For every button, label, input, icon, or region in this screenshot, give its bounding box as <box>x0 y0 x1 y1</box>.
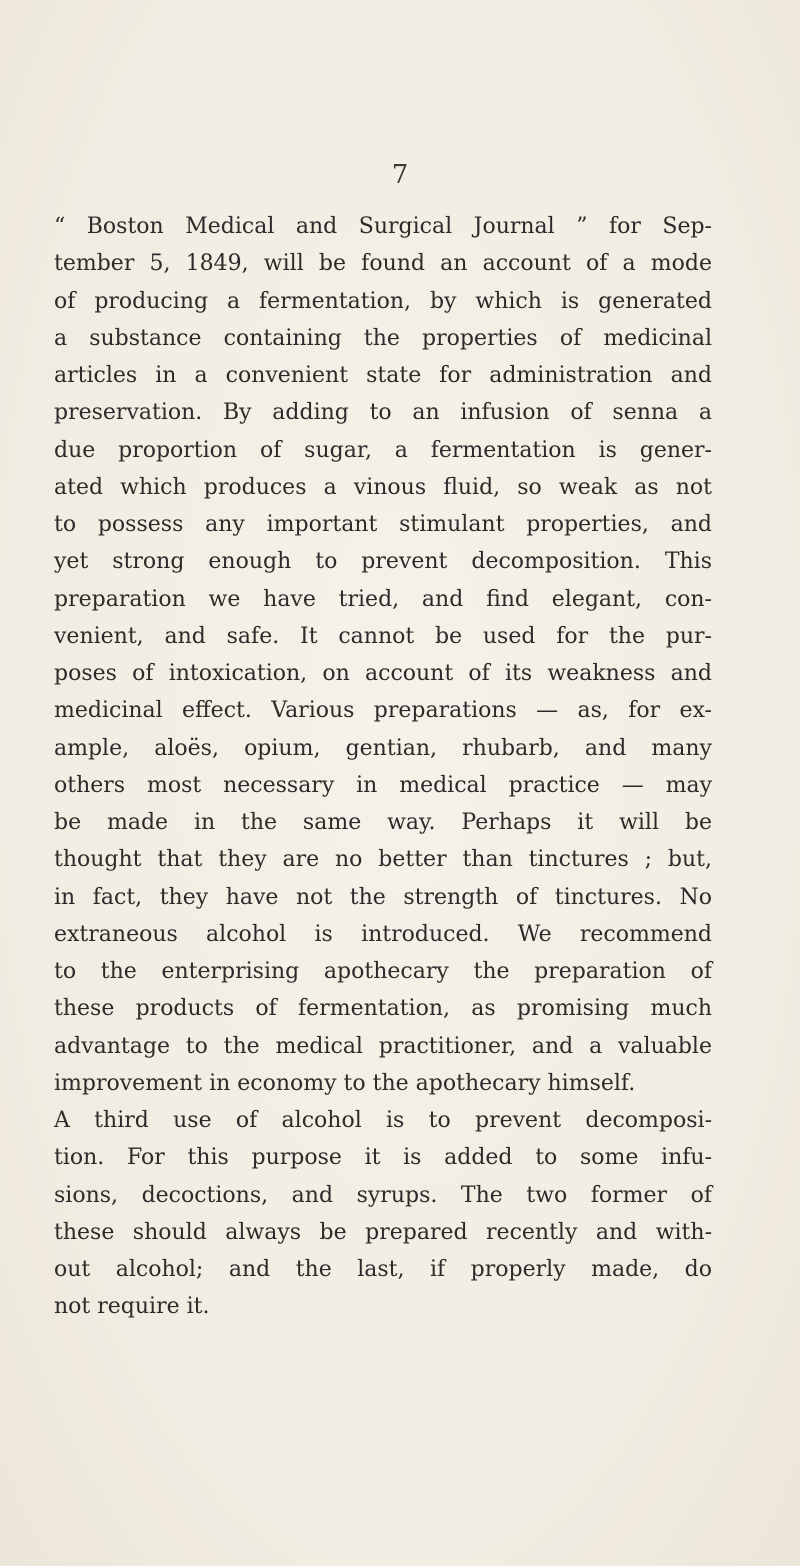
text-line: A third use of alcohol is to prevent decomposi- <box>54 1108 712 1133</box>
text-line: sions, decoctions, and syrups. The two former of <box>54 1182 712 1208</box>
text-line: in fact, they have not the strength of tinctures. No <box>54 884 712 910</box>
text-line: a substance containing the properties of medicinal <box>54 325 712 351</box>
text-line: thought that they are no better than tinctures ; but, <box>54 847 712 873</box>
text-line: tember 5, 1849, will be found an account of a mode <box>54 251 712 277</box>
text-line: of producing a fermentation, by which is generated <box>54 288 712 314</box>
text-line: articles in a convenient state for administration and <box>54 363 712 388</box>
page-number: 7 <box>391 160 409 190</box>
text-line: venient, and safe. It cannot be used for the pur- <box>54 623 712 649</box>
body-text <box>54 208 712 1326</box>
text-line: preparation we have tried, and find elegant, con- <box>54 586 712 612</box>
text-line: preservation. By adding to an infusion of senna a <box>54 400 712 426</box>
text-line: improvement in economy to the apothecary himself. <box>54 1070 636 1096</box>
text-line: advantage to the medical practitioner, and a valuable <box>54 1033 712 1059</box>
text-line: poses of intoxication, on account of its weakness and <box>54 661 712 686</box>
text-line: out alcohol; and the last, if properly made, do <box>54 1257 712 1282</box>
text-line: others most necessary in medical practice — may <box>54 772 712 798</box>
text-line: these products of fermentation, as promising much <box>54 996 712 1022</box>
text-line: ated which produces a vinous fluid, so weak as not <box>54 474 712 500</box>
text-line: be made in the same way. Perhaps it will be <box>54 810 712 835</box>
text-line: due proportion of sugar, a fermentation is gener- <box>54 437 712 463</box>
text-line: not require it. <box>54 1294 210 1320</box>
text-line: yet strong enough to prevent decomposition. This <box>54 549 712 575</box>
text-line: tion. For this purpose it is added to some infu- <box>54 1145 712 1171</box>
text-line: medicinal effect. Various preparations — as, for ex- <box>54 698 712 724</box>
text-line: these should always be prepared recently and with- <box>54 1219 712 1245</box>
text-line: to possess any important stimulant properties, and <box>54 512 712 537</box>
text-line: ample, aloës, opium, gentian, rhubarb, and many <box>54 735 712 761</box>
text-line: to the enterprising apothecary the preparation of <box>54 959 712 984</box>
text-line: extraneous alcohol is introduced. We recommend <box>54 921 712 947</box>
text-line: “ Boston Medical and Surgical Journal ” for Sep- <box>54 214 712 239</box>
